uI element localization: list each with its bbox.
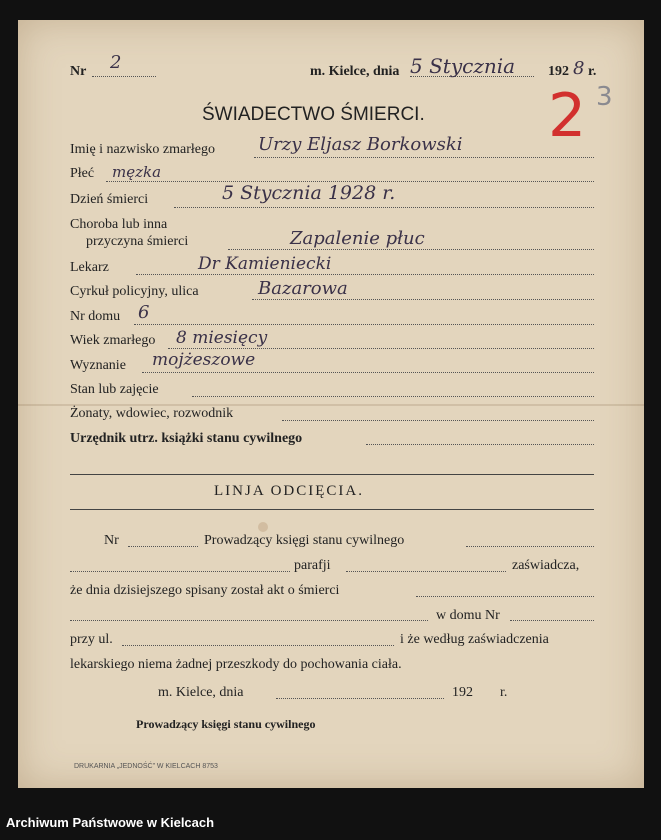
field-label-religion: Wyznanie — [70, 358, 126, 373]
lower-signature-label: Prowadzący księgi stanu cywilnego — [136, 717, 316, 731]
red-annotation: 2 — [548, 81, 587, 151]
paper-stain — [258, 522, 268, 532]
lower-line — [510, 620, 594, 621]
registrar-line — [366, 444, 594, 445]
field-label-sex: Płeć — [70, 166, 95, 181]
field-label-street: Cyrkuł policyjny, ulica — [70, 284, 199, 299]
field-label-age: Wiek zmarłego — [70, 333, 156, 348]
nr-value: 2 — [110, 52, 122, 73]
field-label-marital: Żonaty, wdowiec, rozwodnik — [70, 406, 234, 421]
archive-name: Archiwum Państwowe w Kielcach — [6, 815, 215, 830]
cut-line-label: LINJA ODCIĘCIA. — [214, 483, 364, 499]
lower-line6: lekarskiego niema żadnej przeszkody do pochowania ciała. — [70, 657, 402, 672]
field-line — [252, 299, 594, 300]
field-line — [228, 249, 594, 250]
lower-year-r: r. — [500, 685, 508, 700]
year-r: r. — [588, 64, 597, 79]
field-line — [192, 396, 594, 397]
field-line — [142, 372, 594, 373]
certificate-title: ŚWIADECTWO ŚMIERCI. — [202, 104, 425, 125]
lower-parish-label: parafji — [294, 558, 331, 573]
lower-line — [122, 645, 394, 646]
field-value-sex: męzka — [112, 163, 162, 181]
lower-place-label: m. Kielce, dnia — [158, 685, 244, 700]
field-label-death-date: Dzień śmierci — [70, 192, 149, 207]
field-line — [136, 274, 594, 275]
field-value-cause: Zapalenie płuc — [290, 228, 425, 249]
lower-certifies-label: zaświadcza, — [512, 558, 580, 573]
nr-line — [92, 76, 156, 77]
lower-line — [276, 698, 444, 699]
lower-line — [466, 546, 594, 547]
lower-line — [70, 620, 428, 621]
field-value-house-nr: 6 — [138, 302, 150, 323]
lower-nr-label: Nr — [104, 533, 119, 548]
year-suffix: 8 — [573, 58, 585, 79]
certificate-paper — [18, 20, 644, 788]
cut-line-top — [70, 474, 594, 475]
registrar-label: Urzędnik utrz. książki stanu cywilnego — [70, 431, 303, 446]
lower-line3: że dnia dzisiejszego spisany został akt o śmierci — [70, 583, 340, 598]
lower-line — [416, 596, 594, 597]
lower-according-label: i że według zaświadczenia — [400, 632, 549, 647]
field-label-name: Imię i nazwisko zmarłego — [70, 142, 216, 157]
lower-keeper-label: Prowadzący księgi stanu cywilnego — [204, 533, 405, 548]
lower-line — [128, 546, 198, 547]
field-label-doctor: Lekarz — [70, 260, 109, 275]
field-label-cause: Choroba lub inna — [70, 217, 168, 232]
lower-line — [70, 571, 290, 572]
field-line — [254, 157, 594, 158]
archive-footer — [0, 808, 661, 840]
field-label-house-nr: Nr domu — [70, 309, 121, 324]
date-value: 5 Stycznia — [410, 54, 516, 78]
nr-label: Nr — [70, 64, 87, 79]
field-label-cause-2: przyczyna śmierci — [86, 234, 189, 249]
field-value-street: Bazarowa — [258, 278, 348, 299]
field-value-doctor: Dr Kamieniecki — [198, 254, 332, 274]
field-line — [282, 420, 594, 421]
lower-street-label: przy ul. — [70, 632, 113, 647]
cut-line-bottom — [70, 509, 594, 510]
lower-house-label: w domu Nr — [436, 608, 500, 623]
field-value-religion: mojżeszowe — [152, 350, 256, 370]
lower-year-label: 192 — [452, 685, 473, 700]
field-label-occupation: Stan lub zajęcie — [70, 382, 159, 397]
field-line — [168, 348, 594, 349]
field-value-age: 8 miesięcy — [176, 328, 268, 348]
field-line — [174, 207, 594, 208]
field-value-death-date: 5 Stycznia 1928 r. — [222, 182, 396, 204]
pencil-annotation: 3 — [596, 82, 613, 112]
field-value-name: Urzy Eljasz Borkowski — [258, 134, 463, 155]
field-line — [134, 324, 594, 325]
lower-line — [346, 571, 506, 572]
printer-label: DRUKARNIA „JEDNOŚĆ” W KIELCACH 8753 — [74, 763, 218, 770]
year-prefix: 192 — [548, 64, 569, 79]
place-date-label: m. Kielce, dnia — [310, 64, 400, 79]
